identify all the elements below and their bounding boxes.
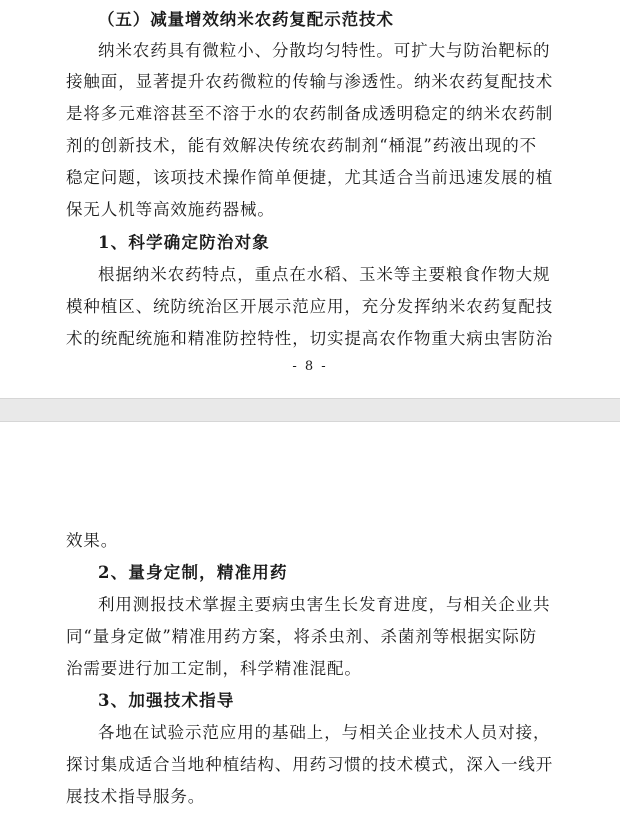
paragraph-line: 同“量身定做”精准用药方案，将杀虫剂、杀菌剂等根据实际防 [66,627,538,646]
page-number: - 8 - [292,359,328,374]
paragraph-line: 剂的创新技术，能有效解决传统农药制剂“桶混”药液出现的不 [66,136,538,155]
document-page-8 [0,0,620,398]
paragraph-line: 保无人机等高效施药器械。 [66,200,275,219]
subheading-1: 1、科学确定防治对象 [98,233,270,252]
paragraph-line: 各地在试验示范应用的基础上，与相关企业技术人员对接， [98,723,551,742]
paragraph-line: 接触面，显著提升农药微粒的传输与渗透性。纳米农药复配技术 [66,72,554,91]
paragraph-line: 探讨集成适合当地种植结构、用药习惯的技术模式，深入一线开 [66,755,554,774]
subheading-2: 2、量身定制，精准用药 [98,563,288,582]
paragraph-line: 稳定问题，该项技术操作简单便捷，尤其适合当前迅速发展的植 [66,168,554,187]
paragraph-line: 纳米农药具有微粒小、分散均匀特性。可扩大与防治靶标的 [98,41,551,60]
paragraph-line: 根据纳米农药特点，重点在水稻、玉米等主要粮食作物大规 [98,265,551,284]
page-separator [0,398,620,422]
section-heading: （五）减量增效纳米农药复配示范技术 [98,10,394,29]
subheading-3: 3、加强技术指导 [98,691,235,710]
paragraph-line: 展技术指导服务。 [66,787,206,806]
paragraph-line: 治需要进行加工定制，科学精准混配。 [66,659,362,678]
paragraph-line: 效果。 [66,531,119,550]
document-page-9 [0,422,620,815]
paragraph-line: 利用测报技术掌握主要病虫害生长发育进度，与相关企业共 [98,595,551,614]
paragraph-line: 模种植区、统防统治区开展示范应用，充分发挥纳米农药复配技 [66,297,554,316]
paragraph-line: 是将多元难溶甚至不溶于水的农药制备成透明稳定的纳米农药制 [66,104,554,123]
paragraph-line: 术的统配统施和精准防控特性，切实提高农作物重大病虫害防治 [66,329,554,348]
